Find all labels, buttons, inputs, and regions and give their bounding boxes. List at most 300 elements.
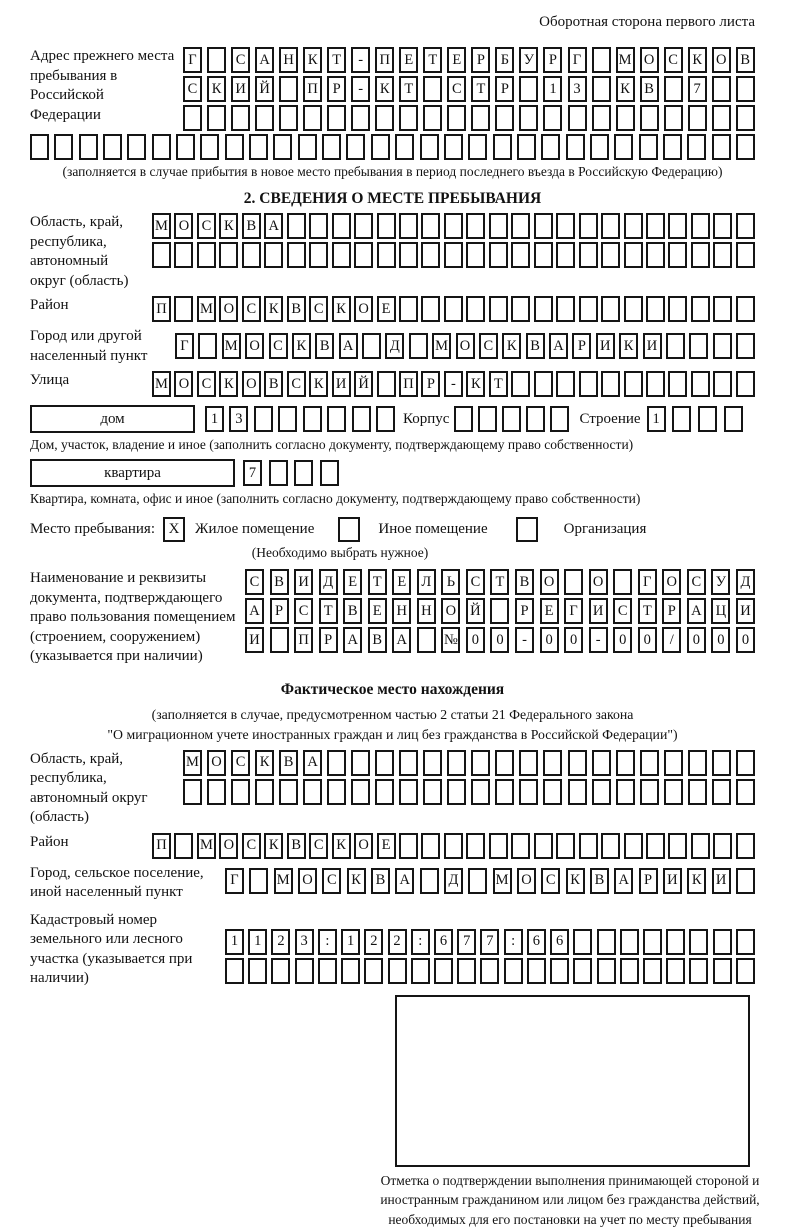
char-cell[interactable] xyxy=(534,371,553,397)
char-cell[interactable] xyxy=(736,958,755,984)
char-cell[interactable] xyxy=(526,406,545,432)
char-cell[interactable] xyxy=(736,868,755,894)
char-cell[interactable]: Р xyxy=(662,598,681,624)
char-cell[interactable] xyxy=(421,213,440,239)
char-cell[interactable]: Т xyxy=(399,76,418,102)
char-cell[interactable]: Р xyxy=(270,598,289,624)
char-cell[interactable]: 3 xyxy=(568,76,587,102)
char-cell[interactable]: С xyxy=(287,371,306,397)
char-cell[interactable] xyxy=(691,371,710,397)
char-cell[interactable] xyxy=(471,750,490,776)
char-cell[interactable] xyxy=(519,750,538,776)
char-cell[interactable] xyxy=(495,750,514,776)
char-cell[interactable]: О xyxy=(354,833,373,859)
char-cell[interactable] xyxy=(495,105,514,131)
char-cell[interactable] xyxy=(457,958,476,984)
char-cell[interactable] xyxy=(447,779,466,805)
char-cell[interactable]: В xyxy=(368,627,387,653)
char-cell[interactable]: О xyxy=(207,750,226,776)
char-cell[interactable] xyxy=(417,627,436,653)
char-cell[interactable] xyxy=(688,105,707,131)
char-cell[interactable]: О xyxy=(219,833,238,859)
char-cell[interactable]: Ь xyxy=(441,569,460,595)
char-cell[interactable] xyxy=(664,750,683,776)
char-cell[interactable] xyxy=(691,296,710,322)
char-cell[interactable]: В xyxy=(279,750,298,776)
char-cell[interactable]: Т xyxy=(489,371,508,397)
char-cell[interactable] xyxy=(624,213,643,239)
char-cell[interactable]: С xyxy=(541,868,560,894)
char-cell[interactable] xyxy=(624,242,643,268)
char-cell[interactable]: О xyxy=(640,47,659,73)
char-cell[interactable]: О xyxy=(589,569,608,595)
char-cell[interactable] xyxy=(423,105,442,131)
char-cell[interactable]: В xyxy=(515,569,534,595)
char-cell[interactable] xyxy=(736,213,755,239)
char-cell[interactable]: С xyxy=(664,47,683,73)
char-cell[interactable] xyxy=(444,296,463,322)
char-cell[interactable]: К xyxy=(309,371,328,397)
char-cell[interactable] xyxy=(327,779,346,805)
char-cell[interactable]: О xyxy=(354,296,373,322)
char-cell[interactable]: Н xyxy=(392,598,411,624)
char-cell[interactable] xyxy=(327,406,346,432)
char-cell[interactable] xyxy=(493,134,512,160)
char-cell[interactable] xyxy=(601,242,620,268)
char-cell[interactable] xyxy=(295,958,314,984)
char-cell[interactable] xyxy=(399,750,418,776)
char-cell[interactable] xyxy=(592,76,611,102)
char-cell[interactable]: 6 xyxy=(434,929,453,955)
char-cell[interactable] xyxy=(294,460,313,486)
char-cell[interactable] xyxy=(666,958,685,984)
char-cell[interactable]: А xyxy=(392,627,411,653)
char-cell[interactable] xyxy=(736,779,755,805)
char-cell[interactable]: Р xyxy=(471,47,490,73)
char-cell[interactable]: Ц xyxy=(711,598,730,624)
char-cell[interactable] xyxy=(399,213,418,239)
char-cell[interactable]: Т xyxy=(368,569,387,595)
char-cell[interactable]: Е xyxy=(368,598,387,624)
char-cell[interactable] xyxy=(592,750,611,776)
char-cell[interactable] xyxy=(543,779,562,805)
char-cell[interactable] xyxy=(713,371,732,397)
char-cell[interactable] xyxy=(736,134,755,160)
char-cell[interactable] xyxy=(174,833,193,859)
char-cell[interactable] xyxy=(504,958,523,984)
char-cell[interactable]: М xyxy=(197,833,216,859)
char-cell[interactable]: В xyxy=(287,296,306,322)
char-cell[interactable] xyxy=(616,750,635,776)
char-cell[interactable]: С xyxy=(242,833,261,859)
char-cell[interactable] xyxy=(590,134,609,160)
char-cell[interactable]: О xyxy=(174,371,193,397)
char-cell[interactable]: А xyxy=(395,868,414,894)
char-cell[interactable] xyxy=(663,134,682,160)
char-cell[interactable] xyxy=(527,958,546,984)
char-cell[interactable] xyxy=(480,958,499,984)
char-cell[interactable] xyxy=(592,47,611,73)
char-cell[interactable] xyxy=(354,213,373,239)
char-cell[interactable]: 1 xyxy=(225,929,244,955)
char-cell[interactable] xyxy=(713,213,732,239)
char-cell[interactable] xyxy=(255,779,274,805)
char-cell[interactable] xyxy=(176,134,195,160)
checkbox-residential[interactable]: X xyxy=(163,517,185,542)
char-cell[interactable]: - xyxy=(351,76,370,102)
char-cell[interactable] xyxy=(468,868,487,894)
char-cell[interactable] xyxy=(646,213,665,239)
char-cell[interactable] xyxy=(568,105,587,131)
char-cell[interactable]: Е xyxy=(399,47,418,73)
char-cell[interactable]: - xyxy=(351,47,370,73)
char-cell[interactable] xyxy=(556,296,575,322)
char-cell[interactable] xyxy=(640,779,659,805)
char-cell[interactable]: К xyxy=(292,333,311,359)
char-cell[interactable]: С xyxy=(466,569,485,595)
char-cell[interactable]: И xyxy=(332,371,351,397)
char-cell[interactable] xyxy=(423,76,442,102)
char-cell[interactable]: С xyxy=(687,569,706,595)
char-cell[interactable]: И xyxy=(589,598,608,624)
char-cell[interactable] xyxy=(287,242,306,268)
char-cell[interactable] xyxy=(601,213,620,239)
char-cell[interactable]: 0 xyxy=(540,627,559,653)
char-cell[interactable]: О xyxy=(242,371,261,397)
char-cell[interactable]: С xyxy=(183,76,202,102)
char-cell[interactable] xyxy=(668,242,687,268)
char-cell[interactable]: / xyxy=(662,627,681,653)
char-cell[interactable]: П xyxy=(399,371,418,397)
char-cell[interactable] xyxy=(327,105,346,131)
char-cell[interactable] xyxy=(303,105,322,131)
char-cell[interactable] xyxy=(668,296,687,322)
char-cell[interactable]: С xyxy=(231,47,250,73)
char-cell[interactable] xyxy=(490,598,509,624)
char-cell[interactable] xyxy=(447,105,466,131)
char-cell[interactable] xyxy=(664,76,683,102)
char-cell[interactable] xyxy=(713,333,732,359)
char-cell[interactable] xyxy=(668,833,687,859)
char-cell[interactable] xyxy=(207,105,226,131)
char-cell[interactable]: К xyxy=(219,371,238,397)
char-cell[interactable] xyxy=(346,134,365,160)
char-cell[interactable] xyxy=(550,406,569,432)
char-cell[interactable] xyxy=(362,333,381,359)
char-cell[interactable]: М xyxy=(222,333,241,359)
char-cell[interactable] xyxy=(399,105,418,131)
char-cell[interactable] xyxy=(421,242,440,268)
char-cell[interactable] xyxy=(174,296,193,322)
char-cell[interactable]: С xyxy=(322,868,341,894)
char-cell[interactable]: Р xyxy=(327,76,346,102)
char-cell[interactable] xyxy=(736,333,755,359)
char-cell[interactable]: Е xyxy=(392,569,411,595)
char-cell[interactable] xyxy=(411,958,430,984)
char-cell[interactable] xyxy=(231,105,250,131)
char-cell[interactable] xyxy=(279,105,298,131)
char-cell[interactable] xyxy=(643,958,662,984)
char-cell[interactable] xyxy=(375,779,394,805)
char-cell[interactable] xyxy=(646,242,665,268)
char-cell[interactable]: К xyxy=(619,333,638,359)
char-cell[interactable] xyxy=(601,296,620,322)
char-cell[interactable]: : xyxy=(504,929,523,955)
char-cell[interactable]: 6 xyxy=(550,929,569,955)
char-cell[interactable]: С xyxy=(197,213,216,239)
char-cell[interactable] xyxy=(713,296,732,322)
char-cell[interactable] xyxy=(332,213,351,239)
char-cell[interactable] xyxy=(534,296,553,322)
char-cell[interactable]: В xyxy=(270,569,289,595)
char-cell[interactable]: Р xyxy=(319,627,338,653)
char-cell[interactable]: Б xyxy=(495,47,514,73)
char-cell[interactable]: 7 xyxy=(457,929,476,955)
char-cell[interactable] xyxy=(271,958,290,984)
char-cell[interactable]: В xyxy=(287,833,306,859)
char-cell[interactable] xyxy=(454,406,473,432)
char-cell[interactable]: 1 xyxy=(341,929,360,955)
char-cell[interactable]: К xyxy=(332,296,351,322)
char-cell[interactable] xyxy=(712,134,731,160)
char-cell[interactable] xyxy=(620,929,639,955)
char-cell[interactable] xyxy=(352,406,371,432)
char-cell[interactable] xyxy=(332,242,351,268)
char-cell[interactable]: В xyxy=(343,598,362,624)
char-cell[interactable] xyxy=(666,333,685,359)
char-cell[interactable]: К xyxy=(688,47,707,73)
char-cell[interactable] xyxy=(712,750,731,776)
char-cell[interactable]: В xyxy=(590,868,609,894)
char-cell[interactable] xyxy=(200,134,219,160)
char-cell[interactable]: К xyxy=(264,296,283,322)
char-cell[interactable]: В xyxy=(242,213,261,239)
char-cell[interactable] xyxy=(444,213,463,239)
char-cell[interactable]: 0 xyxy=(613,627,632,653)
char-cell[interactable]: 1 xyxy=(205,406,224,432)
char-cell[interactable]: И xyxy=(736,598,755,624)
char-cell[interactable]: Й xyxy=(354,371,373,397)
char-cell[interactable] xyxy=(566,134,585,160)
char-cell[interactable]: Г xyxy=(638,569,657,595)
char-cell[interactable] xyxy=(534,833,553,859)
char-cell[interactable] xyxy=(207,47,226,73)
char-cell[interactable] xyxy=(736,105,755,131)
char-cell[interactable]: Й xyxy=(255,76,274,102)
char-cell[interactable]: Р xyxy=(515,598,534,624)
char-cell[interactable]: У xyxy=(711,569,730,595)
char-cell[interactable]: Т xyxy=(471,76,490,102)
char-cell[interactable] xyxy=(421,296,440,322)
char-cell[interactable]: М xyxy=(197,296,216,322)
char-cell[interactable]: С xyxy=(294,598,313,624)
char-cell[interactable] xyxy=(420,134,439,160)
char-cell[interactable] xyxy=(668,213,687,239)
char-cell[interactable]: М xyxy=(493,868,512,894)
char-cell[interactable]: Р xyxy=(639,868,658,894)
char-cell[interactable] xyxy=(278,406,297,432)
char-cell[interactable]: 1 xyxy=(647,406,666,432)
char-cell[interactable] xyxy=(616,779,635,805)
char-cell[interactable] xyxy=(689,958,708,984)
char-cell[interactable] xyxy=(399,296,418,322)
char-cell[interactable] xyxy=(351,750,370,776)
char-cell[interactable] xyxy=(640,105,659,131)
char-cell[interactable]: П xyxy=(294,627,313,653)
char-cell[interactable] xyxy=(713,242,732,268)
checkbox-other-premises[interactable] xyxy=(338,517,360,542)
char-cell[interactable] xyxy=(231,779,250,805)
char-cell[interactable]: 7 xyxy=(243,460,262,486)
char-cell[interactable]: Т xyxy=(638,598,657,624)
char-cell[interactable] xyxy=(444,833,463,859)
char-cell[interactable] xyxy=(687,134,706,160)
char-cell[interactable] xyxy=(646,296,665,322)
char-cell[interactable]: Д xyxy=(736,569,755,595)
char-cell[interactable]: А xyxy=(303,750,322,776)
char-cell[interactable] xyxy=(691,833,710,859)
char-cell[interactable] xyxy=(351,779,370,805)
char-cell[interactable] xyxy=(573,929,592,955)
char-cell[interactable]: А xyxy=(687,598,706,624)
char-cell[interactable]: И xyxy=(294,569,313,595)
char-cell[interactable] xyxy=(269,460,288,486)
char-cell[interactable] xyxy=(691,242,710,268)
char-cell[interactable] xyxy=(351,105,370,131)
char-cell[interactable]: С xyxy=(309,833,328,859)
char-cell[interactable] xyxy=(564,569,583,595)
char-cell[interactable] xyxy=(376,406,395,432)
char-cell[interactable]: О xyxy=(174,213,193,239)
char-cell[interactable] xyxy=(395,134,414,160)
char-cell[interactable]: О xyxy=(712,47,731,73)
char-cell[interactable] xyxy=(264,242,283,268)
char-cell[interactable] xyxy=(478,406,497,432)
char-cell[interactable] xyxy=(54,134,73,160)
char-cell[interactable] xyxy=(664,779,683,805)
char-cell[interactable] xyxy=(579,213,598,239)
char-cell[interactable]: О xyxy=(456,333,475,359)
char-cell[interactable]: Т xyxy=(490,569,509,595)
char-cell[interactable] xyxy=(613,569,632,595)
char-cell[interactable]: К xyxy=(347,868,366,894)
char-cell[interactable]: М xyxy=(183,750,202,776)
char-cell[interactable]: - xyxy=(515,627,534,653)
char-cell[interactable] xyxy=(320,460,339,486)
char-cell[interactable] xyxy=(466,242,485,268)
char-cell[interactable] xyxy=(279,76,298,102)
char-cell[interactable] xyxy=(377,242,396,268)
char-cell[interactable] xyxy=(689,929,708,955)
char-cell[interactable]: А xyxy=(255,47,274,73)
char-cell[interactable] xyxy=(550,958,569,984)
char-cell[interactable]: : xyxy=(318,929,337,955)
char-cell[interactable]: К xyxy=(255,750,274,776)
char-cell[interactable] xyxy=(444,242,463,268)
char-cell[interactable] xyxy=(309,213,328,239)
char-cell[interactable] xyxy=(672,406,691,432)
char-cell[interactable]: 0 xyxy=(466,627,485,653)
char-cell[interactable] xyxy=(511,371,530,397)
char-cell[interactable] xyxy=(712,105,731,131)
char-cell[interactable]: П xyxy=(303,76,322,102)
char-cell[interactable] xyxy=(489,242,508,268)
char-cell[interactable] xyxy=(287,213,306,239)
char-cell[interactable]: И xyxy=(643,333,662,359)
char-cell[interactable]: А xyxy=(245,598,264,624)
char-cell[interactable] xyxy=(371,134,390,160)
char-cell[interactable] xyxy=(388,958,407,984)
char-cell[interactable] xyxy=(643,929,662,955)
char-cell[interactable]: И xyxy=(663,868,682,894)
char-cell[interactable] xyxy=(724,406,743,432)
char-cell[interactable] xyxy=(219,242,238,268)
char-cell[interactable]: № xyxy=(441,627,460,653)
char-cell[interactable] xyxy=(579,371,598,397)
char-cell[interactable] xyxy=(689,333,708,359)
char-cell[interactable]: 0 xyxy=(736,627,755,653)
char-cell[interactable]: С xyxy=(269,333,288,359)
char-cell[interactable] xyxy=(556,242,575,268)
char-cell[interactable]: М xyxy=(274,868,293,894)
char-cell[interactable] xyxy=(375,750,394,776)
char-cell[interactable] xyxy=(318,958,337,984)
char-cell[interactable] xyxy=(489,833,508,859)
char-cell[interactable]: Е xyxy=(447,47,466,73)
char-cell[interactable] xyxy=(556,213,575,239)
char-cell[interactable] xyxy=(616,105,635,131)
char-cell[interactable] xyxy=(646,371,665,397)
char-cell[interactable] xyxy=(489,296,508,322)
char-cell[interactable]: Е xyxy=(343,569,362,595)
char-cell[interactable]: В xyxy=(315,333,334,359)
char-cell[interactable]: 1 xyxy=(543,76,562,102)
char-cell[interactable]: 3 xyxy=(229,406,248,432)
char-cell[interactable] xyxy=(712,76,731,102)
char-cell[interactable]: С xyxy=(242,296,261,322)
char-cell[interactable] xyxy=(736,76,755,102)
char-cell[interactable]: О xyxy=(441,598,460,624)
char-cell[interactable] xyxy=(511,213,530,239)
char-cell[interactable]: И xyxy=(712,868,731,894)
char-cell[interactable]: В xyxy=(640,76,659,102)
char-cell[interactable] xyxy=(423,779,442,805)
char-cell[interactable]: У xyxy=(519,47,538,73)
char-cell[interactable]: 0 xyxy=(687,627,706,653)
char-cell[interactable]: 2 xyxy=(388,929,407,955)
char-cell[interactable] xyxy=(511,242,530,268)
char-cell[interactable]: Г xyxy=(183,47,202,73)
char-cell[interactable] xyxy=(242,242,261,268)
char-cell[interactable] xyxy=(183,105,202,131)
char-cell[interactable]: О xyxy=(245,333,264,359)
char-cell[interactable]: Н xyxy=(417,598,436,624)
char-cell[interactable] xyxy=(736,833,755,859)
char-cell[interactable] xyxy=(434,958,453,984)
char-cell[interactable] xyxy=(592,779,611,805)
char-cell[interactable]: 0 xyxy=(564,627,583,653)
char-cell[interactable] xyxy=(471,105,490,131)
char-cell[interactable]: Г xyxy=(225,868,244,894)
char-cell[interactable]: М xyxy=(152,371,171,397)
char-cell[interactable]: 6 xyxy=(527,929,546,955)
char-cell[interactable] xyxy=(736,929,755,955)
char-cell[interactable]: 2 xyxy=(271,929,290,955)
char-cell[interactable]: С xyxy=(231,750,250,776)
char-cell[interactable]: О xyxy=(219,296,238,322)
char-cell[interactable] xyxy=(197,242,216,268)
char-cell[interactable]: В xyxy=(526,333,545,359)
